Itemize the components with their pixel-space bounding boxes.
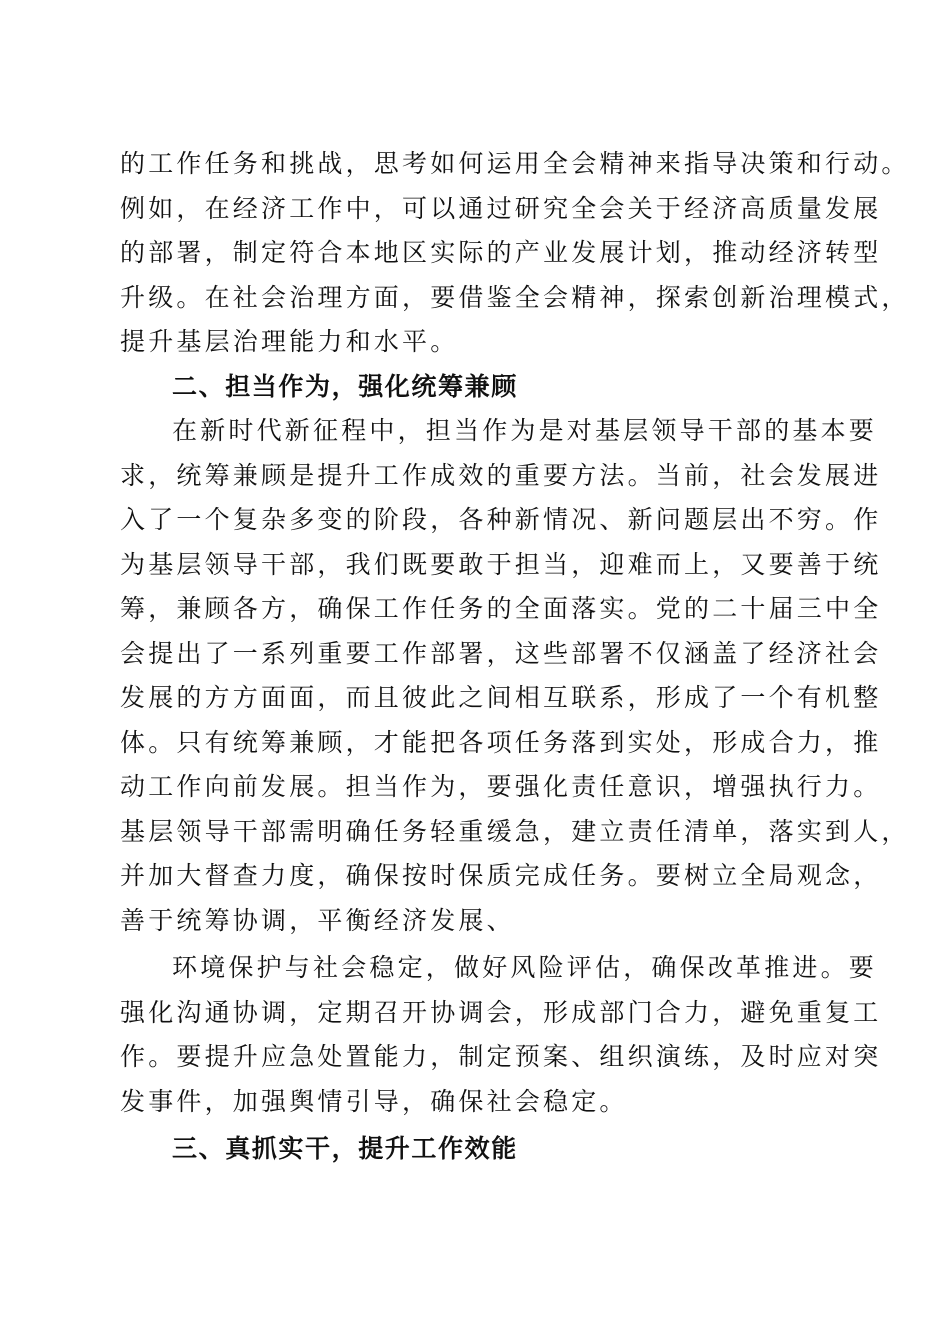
text-line: 的部署，制定符合本地区实际的产业发展计划，推动经济转型 — [120, 238, 882, 267]
text-line: 作。要提升应急处置能力，制定预案、组织演练，及时应对突 — [120, 1042, 882, 1071]
text-line: 会提出了一系列重要工作部署，这些部署不仅涵盖了经济社会 — [120, 638, 882, 668]
text-line: 为基层领导干部，我们既要敢于担当，迎难而上，又要善于统 — [120, 549, 882, 579]
text-line: 在新时代新征程中，担当作为是对基层领导干部的基本要 — [172, 416, 878, 445]
section-heading-2: 二、担当作为，强化统筹兼顾 — [172, 371, 518, 401]
text-line: 筹，兼顾各方，确保工作任务的全面落实。党的二十届三中全 — [120, 594, 882, 623]
text-line: 例如，在经济工作中，可以通过研究全会关于经济高质量发展 — [120, 193, 882, 223]
text-line: 强化沟通协调，定期召开协调会，形成部门合力，避免重复工 — [120, 997, 882, 1027]
text-line: 发事件，加强舆情引导，确保社会稳定。 — [120, 1086, 628, 1116]
text-line: 善于统筹协调，平衡经济发展、 — [120, 905, 515, 935]
text-line: 提升基层治理能力和水平。 — [120, 327, 459, 356]
text-line: 环境保护与社会稳定，做好风险评估，确保改革推进。要 — [172, 953, 878, 982]
document-body — [120, 142, 910, 1172]
text-line: 发展的方方面面，而且彼此之间相互联系，形成了一个有机整 — [120, 683, 882, 712]
text-line: 入了一个复杂多变的阶段，各种新情况、新问题层出不穷。作 — [120, 505, 882, 534]
text-line: 基层领导干部需明确任务轻重缓急，建立责任清单，落实到人， — [120, 816, 910, 846]
section-heading-3: 三、真抓实干，提升工作效能 — [172, 1134, 518, 1163]
text-line: 求，统筹兼顾是提升工作成效的重要方法。当前，社会发展进 — [120, 460, 882, 490]
text-line: 的工作任务和挑战，思考如何运用全会精神来指导决策和行动。 — [120, 149, 910, 178]
text-line: 体。只有统筹兼顾，才能把各项任务落到实处，形成合力，推 — [120, 727, 882, 757]
text-line: 并加大督查力度，确保按时保质完成任务。要树立全局观念， — [120, 861, 882, 890]
text-line: 升级。在社会治理方面，要借鉴全会精神，探索创新治理模式， — [120, 282, 910, 312]
text-line: 动工作向前发展。担当作为，要强化责任意识，增强执行力。 — [120, 772, 882, 801]
